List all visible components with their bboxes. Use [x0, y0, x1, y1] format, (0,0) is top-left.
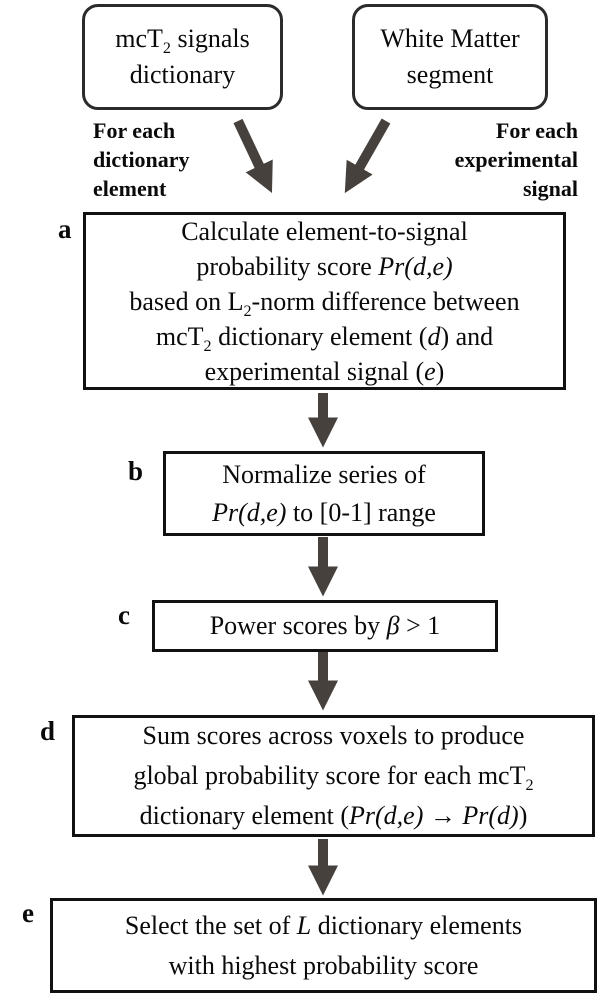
step-box-e [50, 898, 597, 993]
arrow-dictionary-to-step-a [238, 121, 268, 184]
step-label-e: e [22, 898, 34, 928]
input-box-white-matter-segment-text: White Matter segment [380, 24, 520, 89]
input-box-mct2-signals-dictionary-text: mcT$_2$ signals dictionary [115, 24, 250, 89]
step-d-text: Sum scores across voxels to produce global probability score for each mcT$_2$ dictionary element (Pr(d,e) → Pr(d)) [133, 721, 534, 830]
arrow-segment-to-step-a [350, 121, 386, 184]
step-b-text: Normalize series of Pr(d,e) to [0-1] range [212, 459, 436, 527]
step-label-a: a [58, 214, 72, 244]
step-c-text: Power scores by β > 1 [209, 611, 441, 640]
step-label-d: d [40, 716, 56, 746]
step-box-c [152, 600, 498, 652]
loop-label-experimental-signal: For each experimental signal [454, 118, 578, 201]
step-box-b [163, 451, 485, 536]
step-label-c: c [118, 600, 130, 630]
loop-label-dictionary-element: For each dictionary element [93, 118, 190, 201]
step-a-text: Calculate element-to-signal probability score Pr(d,e) based on $L_2$-norm difference between mcT$_2$ dictionary element (d) and experimental signal (e) [129, 216, 520, 386]
step-box-d [72, 715, 595, 837]
step-box-a [83, 212, 566, 390]
input-box-mct2-signals-dictionary [82, 4, 283, 110]
step-e-text: Select the set of L dictionary elements with highest probability score [124, 910, 523, 980]
step-label-b: b [128, 456, 144, 486]
input-box-white-matter-segment [352, 4, 548, 110]
